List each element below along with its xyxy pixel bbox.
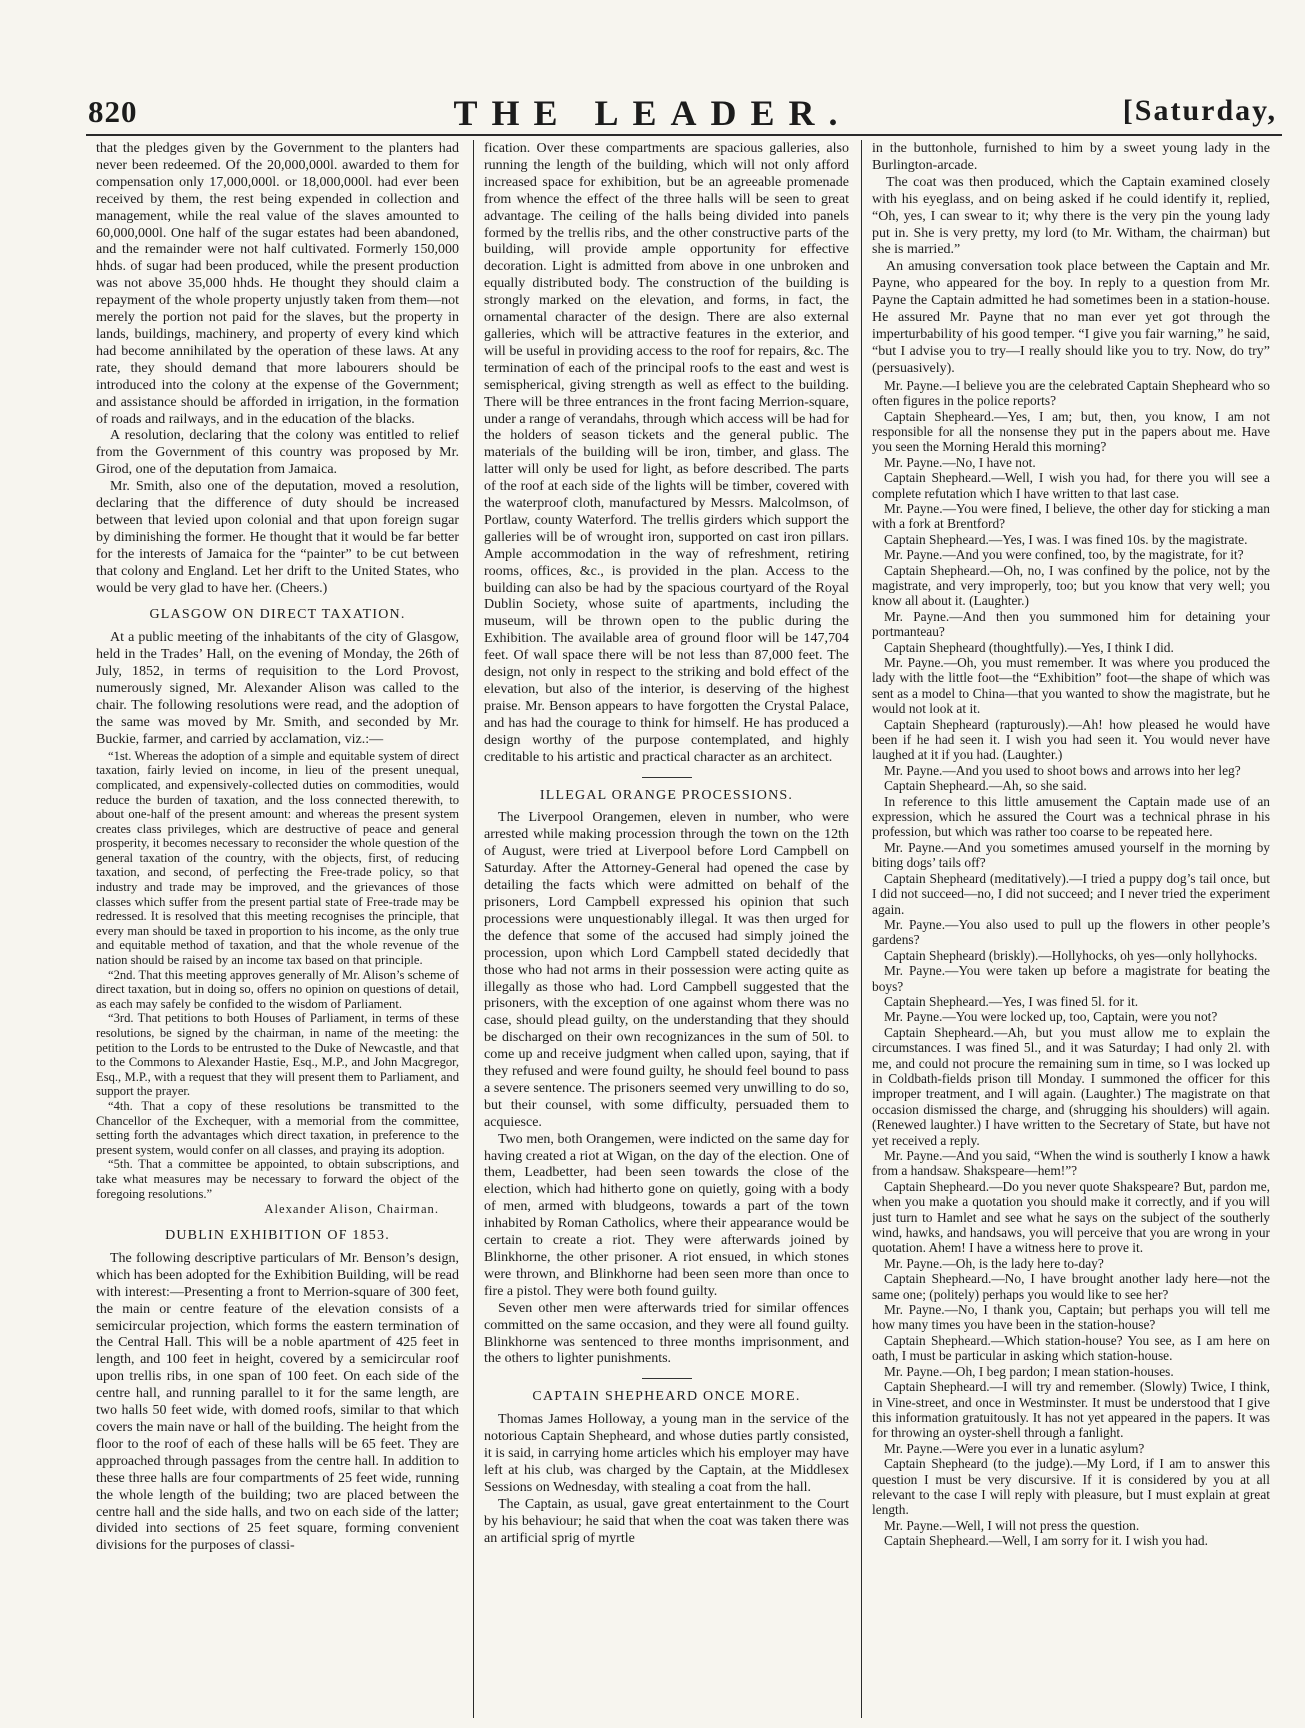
dialogue-line: Mr. Payne.—And you were confined, too, by the magistrate, for it? xyxy=(884,547,1244,563)
dialogue-line: Captain Shepheard.—Which station-house? You see, as I am here on oath, I must be particular in asking which station-house. xyxy=(872,1332,1270,1364)
paragraph: Mr. Smith, also one of the deputation, moved a resolution, declaring that the difference of duty should be increased between that levied upon colonial and that upon foreign sugar by diminishing the former. He thought that it would be far better for the interests of Jamaica for the “painter” to be cut between that colony and England. Let her drift to the United States, who would be very glad to have her. (Cheers.) xyxy=(96,479,459,596)
section-divider xyxy=(642,1378,692,1379)
dialogue-line: Captain Shepheard (briskly).—Hollyhocks, oh yes—only hollyhocks. xyxy=(884,947,1258,963)
dialogue-line: Mr. Payne.—Oh, you must remember. It was where you produced the lady with the little foot—the “Exhibition” foot—the shape of which was sent as a model to China—that you wanted to show the magistrate, but he would not look at it. xyxy=(872,655,1270,717)
paragraph: A resolution, declaring that the colony was entitled to relief from the Government of this country was proposed by Mr. Girod, one of the deputation from Jamaica. xyxy=(96,428,459,478)
paragraph: The Captain, as usual, gave great entertainment to the Court by his behaviour; he said that when the coat was taken there was an artificial sprig of myrtle xyxy=(484,1496,849,1546)
dialogue-line: Captain Shepheard (to the judge).—My Lord, if I am to answer this question I must be very discursive. If it is considered by you at all relevant to the case I will reply with pleasure, but I must explain at great length. xyxy=(872,1456,1270,1518)
dialogue-line: Mr. Payne.—Oh, I beg pardon; I mean station-houses. xyxy=(884,1363,1174,1379)
dialogue-line: Mr. Payne.—You were fined, I believe, the other day for sticking a man with a fork at Brentford? xyxy=(872,500,1270,532)
dialogue-line: Captain Shepheard.—Ah, so she said. xyxy=(884,778,1087,794)
dialogue-line: Mr. Payne.—You were locked up, too, Captain, were you not? xyxy=(884,1009,1218,1025)
dialogue-line: Captain Shepheard.—Well, I wish you had, for there you will see a complete refutation which I have written to that last case. xyxy=(872,470,1270,501)
dialogue-line: Mr. Payne.—Well, I will not press the question. xyxy=(884,1517,1140,1533)
article-heading: DUBLIN EXHIBITION OF 1853. xyxy=(165,1228,390,1244)
dialogue-line: Captain Shepheard (meditatively).—I tried a puppy dog’s tail once, but I did not succeed—no, I did not succeed; and I never tried the experiment again. xyxy=(872,870,1270,917)
dialogue-line: Mr. Payne.—And you used to shoot bows and arrows into her leg? xyxy=(884,762,1241,778)
column-1 xyxy=(96,141,459,1721)
issue-day: [Saturday, xyxy=(1122,94,1277,127)
column-2 xyxy=(484,141,849,1721)
column-divider xyxy=(861,140,862,1718)
dialogue-line: Captain Shepheard (thoughtfully).—Yes, I think I did. xyxy=(884,639,1174,655)
dialogue-line: Mr. Payne.—I believe you are the celebrated Captain Shepheard who so often figures in the police reports? xyxy=(872,377,1270,409)
dialogue-line: Captain Shepheard.—Oh, no, I was confined by the police, not by the magistrate, and very improperly, too; but you know that very well; you know all about it. (Laughter.) xyxy=(872,562,1270,609)
dialogue-line: Captain Shepheard.—Do you never quote Shakspeare? But, pardon me, when you make a quotation you should make it correctly, and if you will just turn to Hamlet and see what he says on the subject of the southerly wind, hawks, and handsaws, you will perceive that you are wrong in your quotation. Ahem! I have a witness here to prove it. xyxy=(872,1178,1270,1256)
paragraph: The Liverpool Orangemen, eleven in number, who were arrested while making procession through the town on the 12th of August, were tried at Liverpool before Lord Campbell on Saturday. After the Attorney-General had opened the case by detailing the facts which were admitted on behalf of the prisoners, Lord Campbell expressed his opinion that such processions were unquestionably illegal. It was then urged for the defence that some of the accused had simply joined the procession, upon which Lord Campbell stated decidedly that those who had not arms in their possession were acting quite as illegally as those who had. Lord Campbell suggested that the prisoners, with the exception of one against whom there was no case, should plead guilty, on the understanding that they should be discharged on their own recognizances in the sum of 50l. to come up and receive judgment when called upon, saying, that if they refused and were found guilty, he should feel bound to pass a severe sentence. The prisoners seemed very unwilling to do so, but their counsel, with some difficulty, persuaded them to acquiesce. xyxy=(484,810,849,1130)
dialogue-line: Captain Shepheard (rapturously).—Ah! how pleased he would have been if he had seen it. I wish you had seen it. You would never have laughed at it if you had. (Laughter.) xyxy=(872,716,1270,763)
dialogue-line: Mr. Payne.—And then you summoned him for detaining your portmanteau? xyxy=(872,608,1270,640)
resolution: “2nd. That this meeting approves generally of Mr. Alison’s scheme of direct taxation, but in doing so, offers no opinion on questions of detail, as each may safely be confided to the wisdom of Parliament. xyxy=(96,967,459,1011)
dialogue-line: In reference to this little amusement the Captain made use of an expression, which he assured the Court was a technical phrase in his profession, but which was rather too coarse to be repeated here. xyxy=(872,793,1270,840)
dialogue-line: Mr. Payne.—Were you ever in a lunatic asylum? xyxy=(884,1440,1145,1456)
dialogue-line: Mr. Payne.—Oh, is the lady here to-day? xyxy=(884,1255,1104,1271)
paragraph: that the pledges given by the Government to the planters had never been redeemed. Of the 20,000,000l. awarded to them for compensation only 17,000,000l. or 18,000,000l. had ever been received by them, the rest being expended in collection and management, while the real value of the slaves amounted to 60,000,000l. One half of the sugar estates had been abandoned, and the remainder were not half cultivated. Formerly 150,000 hhds. of sugar had been produced, while the present production was not above 35,000 hhds. He thought they should claim a repayment of the whole property unjustly taken from them—not merely the portion not paid for the slaves, but the property in lands, buildings, machinery, and property of every kind which had become annihilated by the operation of these laws. At any rate, they should demand that more labourers should be introduced into the colony at the expense of the Government; and assistance should be afforded in irrigation, in the formation of roads and railways, and in the education of the blacks. xyxy=(96,141,459,427)
dialogue-line: Captain Shepheard.—Yes, I was fined 5l. for it. xyxy=(884,993,1139,1009)
dialogue-line: Captain Shepheard.—Well, I am sorry for it. I wish you had. xyxy=(884,1533,1208,1549)
paragraph: The coat was then produced, which the Captain examined closely with his eyeglass, and on being asked if he could identify it, replied, “Oh, yes, I can swear to it; why there is the very pin the young lady put in. She is very pretty, my lord (to Mr. Witham, the chairman) but she is married.” xyxy=(872,174,1270,258)
resolution: “3rd. That petitions to both Houses of Parliament, in terms of these resolutions, be signed by the chairman, in name of the meeting: the petition to the Lords to be entrusted to the Duke of Newcastle, and that to the Commons to Alexander Hastie, Esq., M.P., and John Macgregor, Esq., M.P., with a request that they will present them to Parliament, and support the prayer. xyxy=(96,1011,459,1099)
dialogue-line: Mr. Payne.—No, I thank you, Captain; but perhaps you will tell me how many times you have been in the station-house? xyxy=(872,1302,1270,1333)
resolution: “5th. That a committee be appointed, to obtain subscriptions, and take what measures may be necessary to forward the object of the foregoing resolutions.” xyxy=(96,1157,459,1201)
dialogue-line: Captain Shepheard.—Ah, but you must allow me to explain the circumstances. I was fined 5l., and it was Saturday; I had only 2l. with me, and could not procure the remaining sum in time, so I was locked up in Coldbath-fields prison till Monday. I summoned the officer for this improper treatment, and I will again. (Laughter.) The magistrate on that occasion dismissed the charge, and (shrugging his shoulders) will again. (Renewed laughter.) I have written to the Secretary of State, but have not yet received a reply. xyxy=(872,1024,1270,1148)
paragraph: Seven other men were afterwards tried for similar offences committed on the same occasion, and they were all found guilty. Blinkhorne was sentenced to three months imprisonment, and the others to lighter punishments. xyxy=(484,1300,849,1367)
paragraph: An amusing conversation took place between the Captain and Mr. Payne, who appeared for the boy. In reply to a question from Mr. Payne the Captain admitted he had sometimes been in a station-house. He assured Mr. Payne that no man ever yet got through the imperturbability of his good temper. “I give you fair warning,” he said, “but I advise you to try—I really should like you to try. Now, do try” (persuasively). xyxy=(872,259,1270,376)
dialogue-line: Mr. Payne.—You were taken up before a magistrate for beating the boys? xyxy=(872,963,1270,994)
article-heading: GLASGOW ON DIRECT TAXATION. xyxy=(149,607,406,623)
resolutions-block xyxy=(96,749,459,1201)
header-rule xyxy=(86,134,1282,136)
article-heading: CAPTAIN SHEPHEARD ONCE MORE. xyxy=(532,1389,801,1405)
paragraph: At a public meeting of the inhabitants of the city of Glasgow, held in the Trades’ Hall, on the evening of Monday, the 26th of July, 1852, in terms of requisition to the Lord Provost, numerously signed, Mr. Alexander Alison was called to the chair. The following resolutions were read, and the adoption of the same was moved by Mr. Smith, and seconded by Mr. Buckie, farmer, and carried by acclamation, viz.:— xyxy=(96,630,459,747)
section-divider xyxy=(642,777,692,778)
dialogue-line: Captain Shepheard.—I will try and remember. (Slowly) Twice, I think, in Vine-street, and once in Westminster. It must be understood that I give this information gratuitously. It has not yet appeared in the papers. It was for throwing an oyster-shell through a fanlight. xyxy=(872,1379,1270,1441)
dialogue-line: Captain Shepheard.—Yes, I am; but, then, you know, I am not responsible for all the nonsense they put in the papers about me. Have you seen the Morning Herald this morning? xyxy=(872,408,1270,455)
newspaper-title: THE LEADER. xyxy=(453,93,852,133)
dialogue-line: Mr. Payne.—And you sometimes amused yourself in the morning by biting dogs’ tails off? xyxy=(872,839,1270,871)
court-dialogue xyxy=(872,378,1270,1549)
column-divider xyxy=(473,140,474,1718)
resolution: “4th. That a copy of these resolutions be transmitted to the Chancellor of the Exchequer, with a memorial from the committee, setting forth the advantages which direct taxation, in preference to the present system, would confer on all classes, and praying its adoption. xyxy=(96,1098,459,1157)
dialogue-line: Captain Shepheard.—No, I have brought another lady here—not the same one; (politely) perhaps you would like to see her? xyxy=(872,1271,1270,1302)
signature: Alexander Alison, Chairman. xyxy=(264,1202,439,1217)
masthead xyxy=(0,0,1305,133)
dialogue-line: Mr. Payne.—You also used to pull up the flowers in other people’s gardens? xyxy=(872,916,1270,948)
column-3 xyxy=(872,141,1270,1721)
paragraph: The following descriptive particulars of Mr. Benson’s design, which has been adopted for the Exhibition Building, will be read with interest:—Presenting a front to Merrion-square of 300 feet, the main or centre feature of the elevation consists of a semicircular projection, which forms the eastern termination of the Central Hall. This will be a noble apartment of 425 feet in length, and 100 feet in height, covered by a semicircular roof upon trellis ribs, in one span of 100 feet. On each side of the centre hall, and running parallel to it for the same length, are two halls 50 feet wide, with domed roofs, similar to that which covers the main nave or hall of the building. The height from the floor to the roof of each of these halls will be 65 feet. They are approached through passages from the centre hall. In addition to these three halls are four compartments of 25 feet wide, running the whole length of the building; two are placed between the centre hall and the side halls, and two on each side of the latter; divided into sections of 25 feet square, forming convenient divisions for the purposes of classi- xyxy=(96,1250,459,1554)
page-number: 820 xyxy=(88,94,138,129)
paragraph: Thomas James Holloway, a young man in the service of the notorious Captain Shepheard, and whose duties partly consisted, it is said, in carrying home articles which his employer may have left at his club, was charged by the Captain, at the Middlesex Sessions on Wednesday, with stealing a coat from the hall. xyxy=(484,1412,849,1495)
dialogue-line: Mr. Payne.—And you said, “When the wind is southerly I know a hawk from a handsaw. Shakspeare—hem!”? xyxy=(872,1148,1270,1179)
paragraph: Two men, both Orangemen, were indicted on the same day for having created a riot at Wigan, on the day of the election. One of them, Leadbetter, had been seen towards the close of the election, which had hitherto gone on quietly, going with a body of men, armed with bludgeons, towards a part of the town inhabited by Roman Catholics, where their appearance would be certain to create a riot. They were afterwards joined by Blinkhorne, the other prisoner. A riot ensued, in which stones were thrown, and Blinkhorne had been seen more than once to fire a pistol. They were both found guilty. xyxy=(484,1131,849,1299)
dialogue-line: Captain Shepheard.—Yes, I was. I was fined 10s. by the magistrate. xyxy=(884,531,1248,547)
resolution: “1st. Whereas the adoption of a simple and equitable system of direct taxation, fairly levied on income, in lieu of the present unequal, complicated, and expensively-collected duties on commodities, would reduce the burden of taxation, and the loss connected therewith, to about one-half of the present amount: and whereas the present system creates class privileges, which are destructive of peace and general prosperity, it becomes necessary to reconsider the whole question of the general taxation of the country, with the objects, first, of reducing taxation, and second, of perfecting the Free-trade policy, so that industry and trade may be improved, and the grievances of those classes which suffer from the present partial state of Free-trade may be redressed. It is resolved that this meeting recognises the principle, that every man should be taxed in proportion to his income, as the only true and equitable method of taxation, and that the whole revenue of the nation should be raised by an income tax based on that principle. xyxy=(96,748,459,968)
article-heading: ILLEGAL ORANGE PROCESSIONS. xyxy=(539,787,794,803)
paragraph: fication. Over these compartments are spacious galleries, also running the length of the building, which will not only afford increased space for exhibition, but be an agreeable promenade from whence the effect of the three halls will be seen to great advantage. The ceiling of the halls being divided into panels formed by the trellis ribs, and the other constructive parts of the building, will provide ample opportunity for effective decoration. Light is admitted from above in one unbroken and equally distributed body. The construction of the building is strongly marked on the elevation, and forms, in fact, the ornamental character of the design. There are also external galleries, which will be attractive features in the exterior, and will be useful in providing access to the roof for repairs, &c. The termination of each of the principal roofs to the east and west is semispherical, giving strength as well as effect to the building. There will be three entrances in the front facing Merrion-square, under a range of verandahs, through which access will be had for the holders of season tickets and the general public. The materials of the building will be iron, timber, and glass. The latter will only be used for light, as before described. The parts of the roof at each side of the lights will be timber, covered with the waterproof cloth, manufactured by Messrs. Malcolmson, of Portlaw, county Waterford. The trellis girders which support the galleries will be of wrought iron, supported on cast iron pillars. Ample accommodation in the way of refreshment, retiring rooms, offices, &c., is provided in the plan. Access to the building can also be had by the spacious courtyard of the Royal Dublin Society, whose suite of apartments, including the museum, will be thrown open to the public during the Exhibition. The available area of ground floor will be 147,704 feet. Of wall space there will be not less than 87,000 feet. The design, not only in respect to the striking and bold effect of the elevation, but also of the interior, is deserving of the highest praise. Mr. Benson appears to have forgotten the Crystal Palace, and has had the courage to think for himself. He has produced a design worthy of the purpose contemplated, and highly creditable to his artistic and practical character as an architect. xyxy=(484,141,849,765)
dialogue-line: Mr. Payne.—No, I have not. xyxy=(884,454,1036,470)
paragraph: in the buttonhole, furnished to him by a sweet young lady in the Burlington-arcade. xyxy=(872,141,1270,173)
